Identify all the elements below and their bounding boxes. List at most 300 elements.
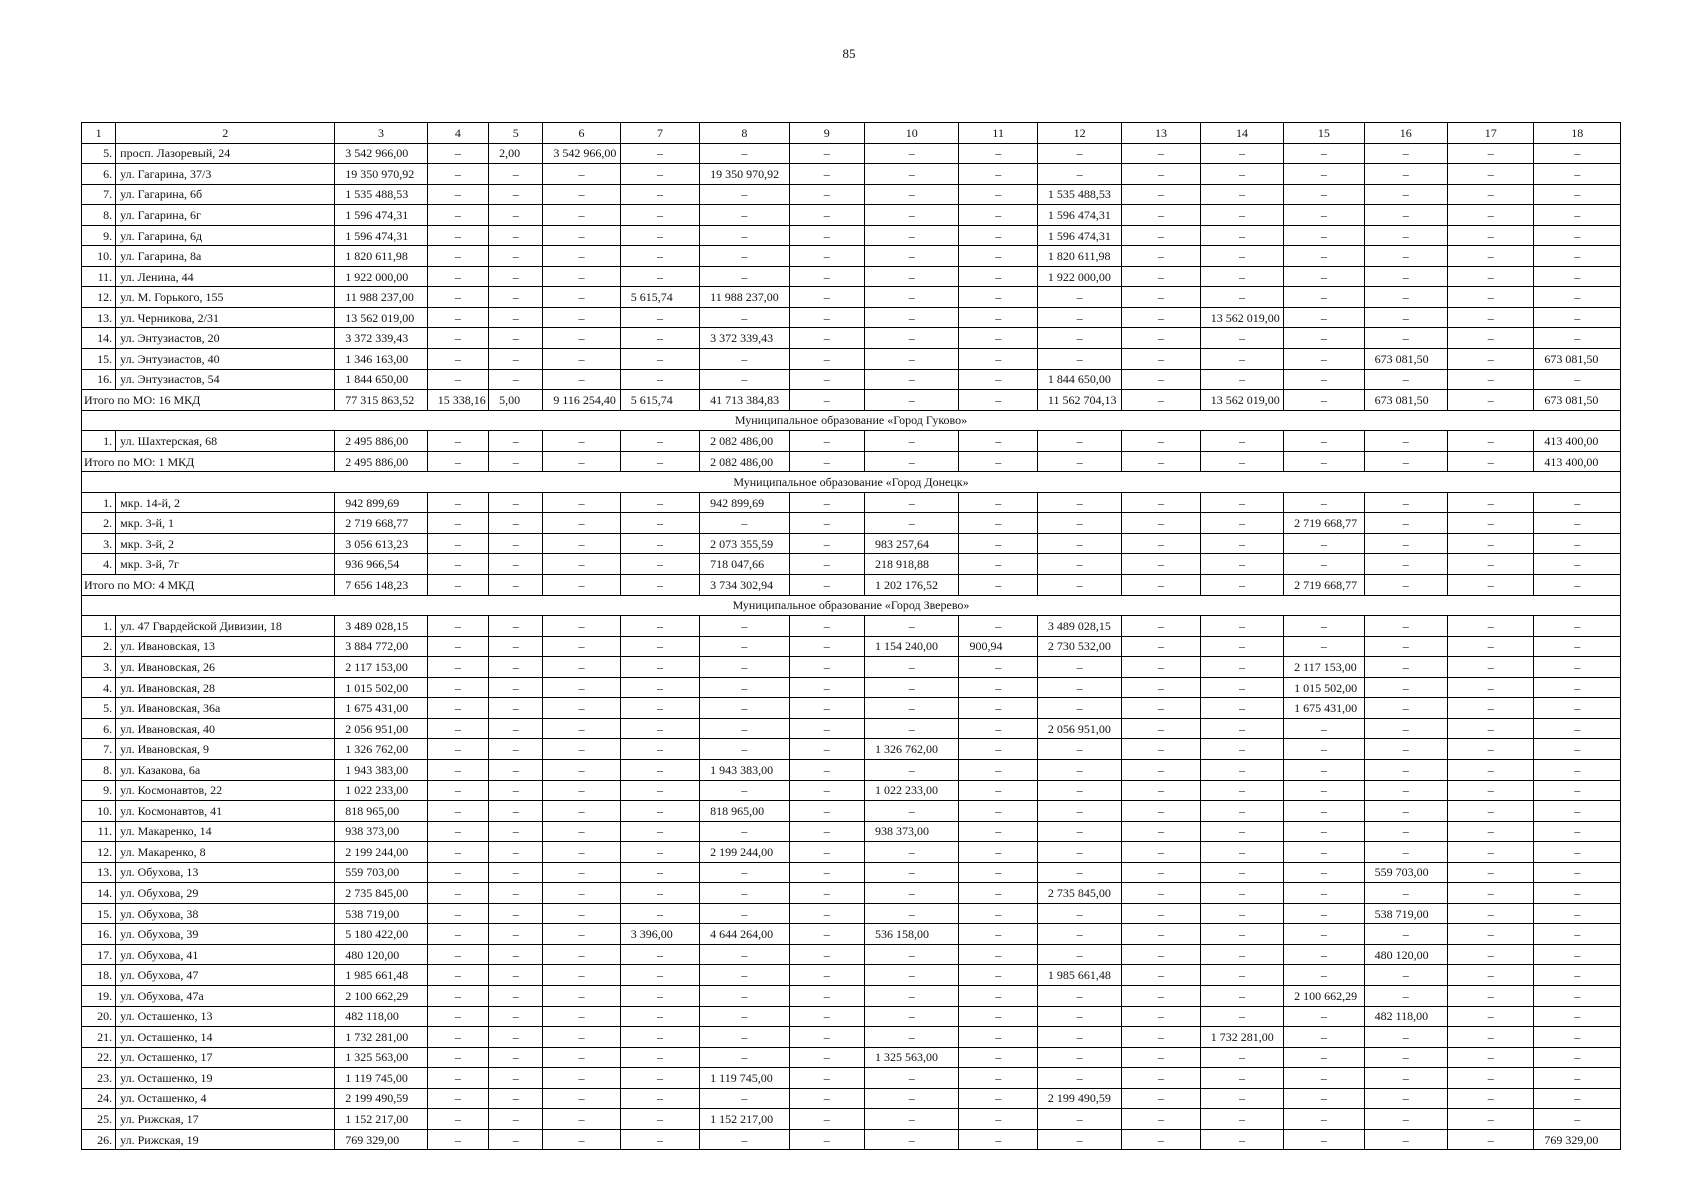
row-number: 15. <box>82 903 116 924</box>
value-cell: – <box>700 616 789 637</box>
address-cell: ул. Осташенко, 13 <box>116 1006 335 1027</box>
value-cell: – <box>427 533 488 554</box>
value-cell: – <box>789 718 864 739</box>
total-cell: – <box>1200 451 1283 472</box>
row-number: 15. <box>82 349 116 370</box>
value-cell: – <box>1534 883 1621 904</box>
value-cell: – <box>489 492 543 513</box>
value-cell: – <box>1284 1047 1364 1068</box>
value-cell: – <box>865 328 959 349</box>
total-cell: 7 656 148,23 <box>335 575 427 596</box>
value-cell: – <box>1122 739 1200 760</box>
value-cell: – <box>789 307 864 328</box>
value-cell: – <box>1037 513 1121 534</box>
value-cell: 2 735 845,00 <box>335 883 427 904</box>
value-cell: – <box>543 246 620 267</box>
value-cell: – <box>789 842 864 863</box>
value-cell: 13 562 019,00 <box>1200 307 1283 328</box>
value-cell: 1 326 762,00 <box>865 739 959 760</box>
value-cell: – <box>1200 431 1283 452</box>
value-cell: – <box>427 1027 488 1048</box>
value-cell: – <box>865 903 959 924</box>
value-cell: – <box>1447 821 1533 842</box>
total-cell: – <box>1447 575 1533 596</box>
table-row <box>82 821 1621 842</box>
value-cell: – <box>1447 266 1533 287</box>
value-cell: – <box>959 677 1037 698</box>
value-cell: – <box>1447 1068 1533 1089</box>
value-cell: – <box>1364 307 1447 328</box>
value-cell: – <box>427 328 488 349</box>
address-cell: ул. Энтузиастов, 54 <box>116 369 335 390</box>
total-cell: 1 202 176,52 <box>865 575 959 596</box>
address-cell: ул. Осташенко, 17 <box>116 1047 335 1068</box>
value-cell: – <box>427 205 488 226</box>
value-cell: – <box>1037 759 1121 780</box>
value-cell: – <box>700 903 789 924</box>
value-cell: – <box>1364 965 1447 986</box>
value-cell: 1 922 000,00 <box>1037 266 1121 287</box>
value-cell: – <box>543 184 620 205</box>
value-cell: – <box>620 965 699 986</box>
value-cell: – <box>789 636 864 657</box>
address-cell: ул. М. Горького, 155 <box>116 287 335 308</box>
value-cell: – <box>489 184 543 205</box>
value-cell: – <box>700 1027 789 1048</box>
value-cell: – <box>789 513 864 534</box>
value-cell: – <box>1284 492 1364 513</box>
value-cell: – <box>865 1027 959 1048</box>
value-cell: – <box>1447 492 1533 513</box>
value-cell: – <box>489 883 543 904</box>
row-number: 25. <box>82 1109 116 1130</box>
table-row <box>82 1006 1621 1027</box>
value-cell: – <box>427 1047 488 1068</box>
value-cell: – <box>1200 287 1283 308</box>
total-cell: – <box>1364 575 1447 596</box>
value-cell: 536 158,00 <box>865 924 959 945</box>
value-cell: – <box>1364 328 1447 349</box>
address-cell: ул. Осташенко, 14 <box>116 1027 335 1048</box>
value-cell: – <box>1122 184 1200 205</box>
value-cell: 2 100 662,29 <box>335 985 427 1006</box>
value-cell: – <box>959 862 1037 883</box>
total-cell: – <box>427 575 488 596</box>
value-cell: – <box>489 718 543 739</box>
value-cell: – <box>1447 739 1533 760</box>
value-cell: 538 719,00 <box>1364 903 1447 924</box>
value-cell: – <box>1534 636 1621 657</box>
value-cell: – <box>620 677 699 698</box>
value-cell: – <box>1200 1109 1283 1130</box>
total-cell: – <box>1364 451 1447 472</box>
total-cell: – <box>1284 451 1364 472</box>
address-cell: ул. Ивановская, 40 <box>116 718 335 739</box>
value-cell: 3 884 772,00 <box>335 636 427 657</box>
value-cell: – <box>620 1027 699 1048</box>
value-cell: 13 562 019,00 <box>335 307 427 328</box>
value-cell: – <box>543 636 620 657</box>
value-cell: – <box>620 513 699 534</box>
value-cell: – <box>1447 985 1533 1006</box>
total-cell: – <box>1534 575 1621 596</box>
value-cell: 1 015 502,00 <box>1284 677 1364 698</box>
value-cell: – <box>1037 698 1121 719</box>
value-cell: – <box>427 739 488 760</box>
value-cell: – <box>1200 739 1283 760</box>
value-cell: – <box>865 862 959 883</box>
value-cell: 1 346 163,00 <box>335 349 427 370</box>
value-cell: – <box>1364 369 1447 390</box>
value-cell: – <box>789 1047 864 1068</box>
value-cell: – <box>959 1068 1037 1089</box>
value-cell: – <box>1200 616 1283 637</box>
value-cell: – <box>1037 985 1121 1006</box>
total-label: Итого по МО: 4 МКД <box>82 575 335 596</box>
value-cell: – <box>1037 431 1121 452</box>
value-cell: – <box>620 533 699 554</box>
value-cell: 936 966,54 <box>335 554 427 575</box>
value-cell: – <box>700 636 789 657</box>
value-cell: – <box>1200 780 1283 801</box>
value-cell: – <box>959 143 1037 164</box>
value-cell: – <box>427 842 488 863</box>
row-number: 2. <box>82 513 116 534</box>
value-cell: – <box>1447 718 1533 739</box>
column-header: 7 <box>620 123 699 144</box>
value-cell: – <box>543 1129 620 1150</box>
value-cell: 673 081,50 <box>1364 349 1447 370</box>
value-cell: – <box>865 883 959 904</box>
column-header: 5 <box>489 123 543 144</box>
address-cell: ул. Космонавтов, 22 <box>116 780 335 801</box>
table-row <box>82 698 1621 719</box>
value-cell: 2 056 951,00 <box>1037 718 1121 739</box>
value-cell: – <box>1447 1088 1533 1109</box>
value-cell: – <box>789 965 864 986</box>
row-number: 22. <box>82 1047 116 1068</box>
value-cell: – <box>1447 636 1533 657</box>
value-cell: – <box>543 883 620 904</box>
value-cell: – <box>865 225 959 246</box>
value-cell: – <box>959 780 1037 801</box>
value-cell: – <box>427 1129 488 1150</box>
row-number: 17. <box>82 944 116 965</box>
value-cell: – <box>543 431 620 452</box>
value-cell: – <box>789 225 864 246</box>
value-cell: – <box>543 205 620 226</box>
value-cell: – <box>959 965 1037 986</box>
row-number: 10. <box>82 246 116 267</box>
value-cell: – <box>789 1027 864 1048</box>
table-row <box>82 369 1621 390</box>
address-cell: ул. Гагарина, 6б <box>116 184 335 205</box>
value-cell: – <box>1122 718 1200 739</box>
value-cell: – <box>1122 616 1200 637</box>
row-number: 6. <box>82 164 116 185</box>
value-cell: – <box>789 143 864 164</box>
value-cell: – <box>543 164 620 185</box>
table-row <box>82 349 1621 370</box>
header-row <box>82 123 1621 144</box>
total-cell: – <box>1200 575 1283 596</box>
table-row <box>82 205 1621 226</box>
value-cell: – <box>489 307 543 328</box>
value-cell: – <box>959 842 1037 863</box>
value-cell: 538 719,00 <box>335 903 427 924</box>
value-cell: – <box>489 1027 543 1048</box>
value-cell: – <box>1037 944 1121 965</box>
value-cell: – <box>543 801 620 822</box>
table-row <box>82 759 1621 780</box>
value-cell: 218 918,88 <box>865 554 959 575</box>
value-cell: – <box>789 1109 864 1130</box>
value-cell: – <box>959 513 1037 534</box>
value-cell: – <box>1364 677 1447 698</box>
value-cell: – <box>620 349 699 370</box>
row-number: 1. <box>82 616 116 637</box>
total-cell: 3 734 302,94 <box>700 575 789 596</box>
value-cell: – <box>1122 533 1200 554</box>
value-cell: – <box>789 903 864 924</box>
address-cell: ул. Гагарина, 6д <box>116 225 335 246</box>
address-cell: ул. Шахтерская, 68 <box>116 431 335 452</box>
value-cell: – <box>427 492 488 513</box>
table-row <box>82 1068 1621 1089</box>
value-cell: – <box>1122 205 1200 226</box>
value-cell: – <box>700 821 789 842</box>
value-cell: – <box>1447 616 1533 637</box>
value-cell: – <box>427 513 488 534</box>
value-cell: – <box>1037 842 1121 863</box>
address-cell: мкр. 14-й, 2 <box>116 492 335 513</box>
value-cell: – <box>959 739 1037 760</box>
value-cell: – <box>1364 143 1447 164</box>
address-cell: ул. Космонавтов, 41 <box>116 801 335 822</box>
value-cell: – <box>1284 739 1364 760</box>
value-cell: – <box>1037 862 1121 883</box>
value-cell: – <box>620 1129 699 1150</box>
value-cell: – <box>1122 513 1200 534</box>
table-row <box>82 492 1621 513</box>
value-cell: 1 152 217,00 <box>335 1109 427 1130</box>
value-cell: – <box>1200 1006 1283 1027</box>
value-cell: – <box>1534 801 1621 822</box>
value-cell: – <box>489 842 543 863</box>
value-cell: – <box>1447 842 1533 863</box>
value-cell: – <box>543 718 620 739</box>
value-cell: – <box>1447 554 1533 575</box>
value-cell: – <box>959 821 1037 842</box>
value-cell: – <box>1534 657 1621 678</box>
value-cell: – <box>427 184 488 205</box>
value-cell: – <box>1200 718 1283 739</box>
value-cell: – <box>1284 780 1364 801</box>
value-cell: – <box>1037 801 1121 822</box>
table-row <box>82 862 1621 883</box>
value-cell: – <box>620 246 699 267</box>
value-cell: 480 120,00 <box>335 944 427 965</box>
total-label: Итого по МО: 1 МКД <box>82 451 335 472</box>
value-cell: – <box>543 1027 620 1048</box>
total-cell: – <box>1037 575 1121 596</box>
value-cell: – <box>700 1129 789 1150</box>
value-cell: – <box>489 903 543 924</box>
table-row <box>82 1109 1621 1130</box>
value-cell: – <box>1200 554 1283 575</box>
value-cell: – <box>489 287 543 308</box>
total-row <box>82 451 1621 472</box>
row-number: 16. <box>82 924 116 945</box>
address-cell: ул. Осташенко, 19 <box>116 1068 335 1089</box>
value-cell: – <box>1447 349 1533 370</box>
address-cell: ул. Ивановская, 36а <box>116 698 335 719</box>
value-cell: – <box>543 780 620 801</box>
value-cell: – <box>427 1109 488 1130</box>
value-cell: – <box>1200 164 1283 185</box>
value-cell: – <box>700 307 789 328</box>
value-cell: – <box>1122 349 1200 370</box>
value-cell: – <box>543 554 620 575</box>
row-number: 14. <box>82 328 116 349</box>
value-cell: – <box>1447 698 1533 719</box>
value-cell: – <box>1284 225 1364 246</box>
value-cell: 1 820 611,98 <box>1037 246 1121 267</box>
value-cell: – <box>1364 780 1447 801</box>
value-cell: – <box>1122 1129 1200 1150</box>
address-cell: ул. Ивановская, 26 <box>116 657 335 678</box>
value-cell: – <box>700 965 789 986</box>
value-cell: – <box>427 246 488 267</box>
value-cell: – <box>1534 328 1621 349</box>
value-cell: – <box>1200 903 1283 924</box>
address-cell: ул. Черникова, 2/31 <box>116 307 335 328</box>
value-cell: 1 022 233,00 <box>335 780 427 801</box>
value-cell: – <box>1284 903 1364 924</box>
value-cell: – <box>1122 492 1200 513</box>
total-cell: – <box>620 451 699 472</box>
total-cell: – <box>543 575 620 596</box>
value-cell: 2 056 951,00 <box>335 718 427 739</box>
total-cell: – <box>1447 451 1533 472</box>
value-cell: – <box>1122 1006 1200 1027</box>
value-cell: – <box>1284 349 1364 370</box>
address-cell: ул. Ивановская, 9 <box>116 739 335 760</box>
value-cell: – <box>620 1088 699 1109</box>
value-cell: – <box>1364 246 1447 267</box>
value-cell: – <box>427 164 488 185</box>
value-cell: – <box>865 307 959 328</box>
column-header: 17 <box>1447 123 1533 144</box>
value-cell: 2 199 244,00 <box>335 842 427 863</box>
value-cell: – <box>1534 225 1621 246</box>
value-cell: – <box>427 821 488 842</box>
value-cell: – <box>1534 842 1621 863</box>
value-cell: – <box>959 164 1037 185</box>
value-cell: – <box>543 924 620 945</box>
table-row <box>82 246 1621 267</box>
table-row <box>82 184 1621 205</box>
value-cell: – <box>620 1047 699 1068</box>
value-cell: – <box>427 287 488 308</box>
value-cell: – <box>489 862 543 883</box>
column-header: 4 <box>427 123 488 144</box>
value-cell: 2 719 668,77 <box>1284 513 1364 534</box>
value-cell: – <box>1534 1006 1621 1027</box>
value-cell: – <box>427 1006 488 1027</box>
column-header: 12 <box>1037 123 1121 144</box>
value-cell: – <box>543 349 620 370</box>
value-cell: – <box>1122 821 1200 842</box>
table-row <box>82 985 1621 1006</box>
value-cell: – <box>1122 1068 1200 1089</box>
value-cell: – <box>1122 143 1200 164</box>
value-cell: – <box>1364 883 1447 904</box>
value-cell: – <box>700 944 789 965</box>
value-cell: – <box>1284 143 1364 164</box>
value-cell: – <box>959 698 1037 719</box>
value-cell: – <box>700 677 789 698</box>
value-cell: 1 820 611,98 <box>335 246 427 267</box>
table-row <box>82 328 1621 349</box>
section-title: Муниципальное образование «Город Гуково» <box>82 410 1621 431</box>
value-cell: – <box>959 287 1037 308</box>
table-row <box>82 1129 1621 1150</box>
row-number: 9. <box>82 225 116 246</box>
value-cell: – <box>1284 266 1364 287</box>
value-cell: – <box>1364 636 1447 657</box>
value-cell: – <box>959 184 1037 205</box>
value-cell: 11 988 237,00 <box>700 287 789 308</box>
value-cell: – <box>543 842 620 863</box>
table-row <box>82 780 1621 801</box>
value-cell: – <box>543 698 620 719</box>
value-cell: – <box>1364 1047 1447 1068</box>
value-cell: – <box>1534 1027 1621 1048</box>
value-cell: – <box>1200 266 1283 287</box>
value-cell: – <box>865 184 959 205</box>
value-cell: – <box>620 616 699 637</box>
value-cell: – <box>489 246 543 267</box>
value-cell: – <box>1284 924 1364 945</box>
value-cell: 1 675 431,00 <box>1284 698 1364 719</box>
value-cell: – <box>1122 431 1200 452</box>
total-cell: – <box>865 390 959 411</box>
value-cell: 2 719 668,77 <box>335 513 427 534</box>
value-cell: – <box>1447 1047 1533 1068</box>
value-cell: – <box>543 739 620 760</box>
table-row <box>82 554 1621 575</box>
table-row <box>82 513 1621 534</box>
value-cell: 983 257,64 <box>865 533 959 554</box>
value-cell: – <box>789 801 864 822</box>
value-cell: – <box>543 862 620 883</box>
total-cell: 13 562 019,00 <box>1200 390 1283 411</box>
value-cell: – <box>865 143 959 164</box>
value-cell: – <box>1534 821 1621 842</box>
value-cell: – <box>543 533 620 554</box>
value-cell: – <box>1122 266 1200 287</box>
value-cell: – <box>1534 759 1621 780</box>
value-cell: – <box>543 1006 620 1027</box>
value-cell: – <box>1364 657 1447 678</box>
value-cell: – <box>1364 1027 1447 1048</box>
total-cell: – <box>1122 451 1200 472</box>
row-number: 13. <box>82 307 116 328</box>
value-cell: – <box>489 657 543 678</box>
value-cell: – <box>620 164 699 185</box>
value-cell: – <box>789 883 864 904</box>
